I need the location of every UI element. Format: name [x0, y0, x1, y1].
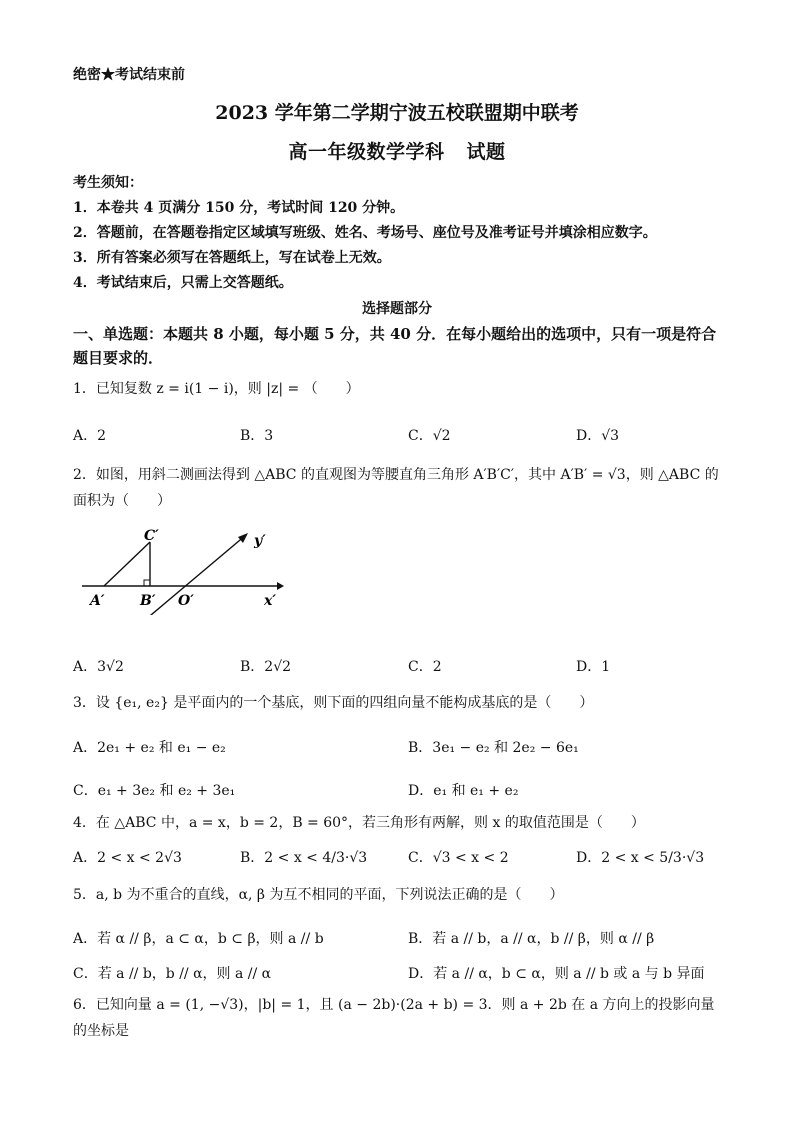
question-2-stem: 2．如图，用斜二测画法得到 △ABC 的直观图为等腰直角三角形 A′B′C′，其中 A′B′ = √3，则 △ABC 的面积为（ ） — [73, 467, 719, 509]
subtitle-kind: 试题 — [466, 141, 506, 163]
question-5-option-a: A．若 α // β，a ⊂ α，b ⊂ β，则 a // b — [73, 931, 324, 947]
question-4-option-d: D．2 < x < 5/3·√3 — [576, 850, 705, 866]
question-2-option-d: D．1 — [576, 659, 611, 675]
question-5-stem: 5．a, b 为不重合的直线，α, β 为互不相同的平面，下列说法正确的是（ ） — [73, 887, 564, 903]
question-6-stem: 6．已知向量 a = (1, −√3)，|b| = 1，且 (a − 2b)·(2a + b) = 3．则 a + 2b 在 a 方向上的投影向量的坐标是 — [73, 997, 715, 1039]
label-c-prime: C′ — [144, 528, 159, 544]
question-4-option-b: B．2 < x < 4/3·√3 — [240, 850, 368, 866]
question-2-option-a: A．3√2 — [73, 659, 124, 675]
notice-item-4: 4．考试结束后，只需上交答题纸。 — [73, 275, 293, 291]
subtitle-subject: 高一年级数学学科 — [288, 141, 445, 163]
triangle-side-ac — [104, 542, 150, 586]
question-1-option-d: D．√3 — [576, 428, 620, 444]
label-x-prime: x′ — [264, 593, 277, 609]
notice-item-1: 1．本卷共 4 页满分 150 分，考试时间 120 分钟。 — [73, 200, 405, 216]
label-a-prime: A′ — [90, 593, 105, 609]
exam-title: 2023 学年第二学期宁波五校联盟期中联考 — [215, 102, 579, 124]
question-5-option-d: D．若 a // α，b ⊂ α，则 a // b 或 a 与 b 异面 — [408, 966, 705, 982]
notice-item-3: 3．所有答案必须写在答题纸上，写在试卷上无效。 — [73, 250, 391, 266]
question-3-option-d: D．e₁ 和 e₁ + e₂ — [408, 783, 519, 799]
question-2-option-c: C．2 — [408, 659, 442, 675]
label-y-prime: y′ — [254, 533, 266, 549]
notice-heading: 考生须知： — [73, 175, 143, 191]
question-1-option-b: B．3 — [240, 428, 274, 444]
question-3-stem: 3．设 {e₁, e₂} 是平面内的一个基底，则下面的四组向量不能构成基底的是（ ） — [73, 695, 594, 711]
notice-item-2: 2．答题前，在答题卷指定区域填写班级、姓名、考场号、座位号及准考证号并填涂相应数字。 — [73, 225, 657, 241]
question-3-option-b: B．3e₁ − e₂ 和 2e₂ − 6e₁ — [408, 740, 579, 756]
question-2-option-b: B．2√2 — [240, 659, 292, 675]
question-3-option-c: C．e₁ + 3e₂ 和 e₂ + 3e₁ — [73, 783, 236, 799]
part-title: 选择题部分 — [362, 301, 432, 317]
right-angle-mark — [144, 580, 150, 586]
exam-subtitle — [0, 137, 794, 164]
label-o-prime: O′ — [178, 593, 194, 609]
oblique-projection-figure — [78, 525, 288, 615]
question-5-option-c: C．若 a // b，b // α，则 a // α — [73, 966, 272, 982]
question-1-stem: 1．已知复数 z = i(1 − i)，则 |z| = （ ） — [73, 381, 360, 397]
question-5-option-b: B．若 a // b，a // α，b // β，则 α // β — [408, 931, 655, 947]
y-axis-arrow — [238, 533, 248, 543]
question-4-option-c: C．√3 < x < 2 — [408, 850, 509, 866]
question-4-stem: 4．在 △ABC 中，a = x，b = 2，B = 60°，若三角形有两解，则 x 的取值范围是（ ） — [73, 815, 645, 831]
question-1-option-a: A．2 — [73, 428, 107, 444]
section-heading: 一、单选题：本题共 8 小题，每小题 5 分，共 40 分．在每小题给出的选项中，只有一项是符合题目要求的． — [73, 325, 717, 367]
question-4-option-a: A．2 < x < 2√3 — [73, 850, 182, 866]
question-3-option-a: A．2e₁ + e₂ 和 e₁ − e₂ — [73, 740, 226, 756]
question-1-option-c: C．√2 — [408, 428, 451, 444]
confidential-mark: 绝密★考试结束前 — [73, 67, 185, 83]
label-b-prime: B′ — [140, 593, 156, 609]
x-axis-arrow — [277, 582, 284, 590]
